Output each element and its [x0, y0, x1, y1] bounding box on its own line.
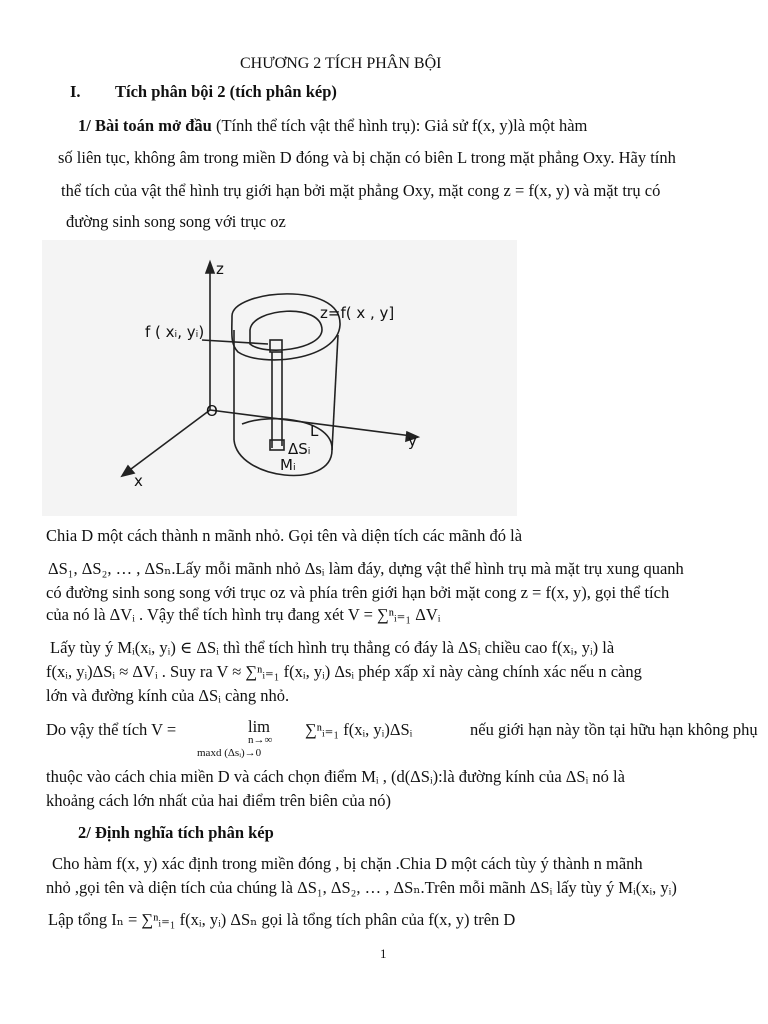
paragraph-line: thể tích của vật thể hình trụ giới hạn bởi mặt phẳng Oxy, mặt cong z = f(x, y) và mặt trụ có	[61, 181, 661, 200]
paragraph-line: ΔS₁, ΔS₂, … , ΔSₙ.Lấy mỗi mãnh nhỏ Δsᵢ làm đáy, dựng vật thể hình trụ mà mặt trụ xung quanh	[48, 559, 684, 578]
paragraph-line: số liên tục, không âm trong miền D đóng và bị chặn có biên L trong mặt phẳng Oxy. Hãy tính	[58, 148, 676, 167]
paragraph-line: nếu giới hạn này tồn tại hữu hạn không phụ	[470, 720, 758, 739]
y-axis-label: y	[408, 432, 417, 450]
volume-lead: Do vậy thể tích V =	[46, 720, 177, 739]
paragraph-line: Lấy tùy ý Mᵢ(xᵢ, yᵢ) ∈ ΔSᵢ thì thể tích hình trụ thẳng có đáy là ΔSᵢ chiều cao f(xᵢ, yᵢ) là	[50, 638, 615, 657]
chapter-title: CHƯƠNG 2 TÍCH PHÂN BỘI	[240, 55, 442, 72]
riemann-sum: ∑ⁿᵢ₌₁ f(xᵢ, yᵢ)ΔSᵢ	[305, 720, 413, 739]
f-leader	[202, 340, 268, 344]
problem-intro-line	[78, 118, 587, 135]
cylinder-volume-figure	[42, 240, 517, 516]
cylinder-side-right	[332, 335, 338, 450]
section-heading: Tích phân bội 2 (tích phân kép)	[115, 82, 337, 101]
limit-symbol: lim	[248, 717, 271, 736]
surface-label: z=f( x , y]	[320, 304, 395, 322]
problem-heading: Bài toán mở đầu	[94, 116, 212, 135]
x-axis	[127, 410, 210, 472]
paragraph-line: Lập tổng Iₙ = ∑ⁿᵢ₌₁ f(xᵢ, yᵢ) ΔSₙ gọi là tổng tích phân của f(x, y) trên D	[48, 910, 516, 929]
page-number: 1	[380, 946, 387, 961]
delta-s-label: ΔSᵢ	[288, 440, 311, 458]
paragraph-line: Chia D một cách thành n mãnh nhỏ. Gọi tên và diện tích các mãnh đó là	[46, 526, 523, 545]
z-axis-label: z	[216, 260, 224, 278]
paragraph-line: f(xᵢ, yᵢ)ΔSᵢ ≈ ΔVᵢ . Suy ra V ≈ ∑ⁿᵢ₌₁ f(xᵢ, yᵢ) Δsᵢ phép xấp xỉ này càng chính xác nếu n càng	[46, 662, 642, 681]
paragraph-line: Cho hàm f(x, y) xác định trong miền đóng , bị chặn .Chia D một cách tùy ý thành n mãnh	[52, 854, 643, 873]
paragraph-line: có đường sinh song song với trục oz và phía trên giới hạn bởi mặt cong z = f(x, y), gọi thể tích	[46, 583, 670, 602]
section-number: I.	[70, 82, 81, 101]
paragraph-line: nhỏ ,gọi tên và diện tích của chúng là ΔS₁, ΔS₂, … , ΔSₙ.Trên mỗi mãnh ΔSᵢ lấy tùy ý Mᵢ(xᵢ, yᵢ)	[46, 878, 677, 897]
paragraph-line: đường sinh song song với trục oz	[66, 212, 286, 231]
definition-heading-line	[78, 825, 274, 842]
limit-subscript: maxd (Δsᵢ)→0	[197, 747, 262, 759]
paragraph-line: thuộc vào cách chia miền D và cách chọn điểm Mᵢ , (d(ΔSᵢ):là đường kính của ΔSᵢ nó là	[46, 767, 625, 786]
z-arrow	[206, 262, 214, 273]
f-point-label: f ( xᵢ, yᵢ)	[145, 323, 205, 341]
definition-number: 2/	[78, 823, 91, 842]
problem-text: (Tính thể tích vật thể hình trụ): Giả sử f(x, y)là một hàm	[215, 116, 588, 135]
figure-drawing	[42, 240, 517, 516]
origin-label: O	[206, 402, 218, 420]
definition-heading: Định nghĩa tích phân kép	[94, 823, 274, 842]
paragraph-line: lớn và đường kính của ΔSᵢ càng nhỏ.	[46, 686, 290, 705]
problem-number: 1/	[78, 116, 91, 135]
m-point-label: Mᵢ	[280, 456, 296, 474]
boundary-label: L	[310, 422, 319, 440]
paragraph-line: khoảng cách lớn nhất của hai điểm trên biên của nó)	[46, 791, 392, 810]
paragraph-line: của nó là ΔVᵢ . Vậy thể tích hình trụ đang xét V = ∑ⁿᵢ₌₁ ΔVᵢ	[46, 605, 441, 624]
x-axis-label: x	[134, 472, 143, 490]
limit-n: n→∞	[248, 734, 273, 746]
